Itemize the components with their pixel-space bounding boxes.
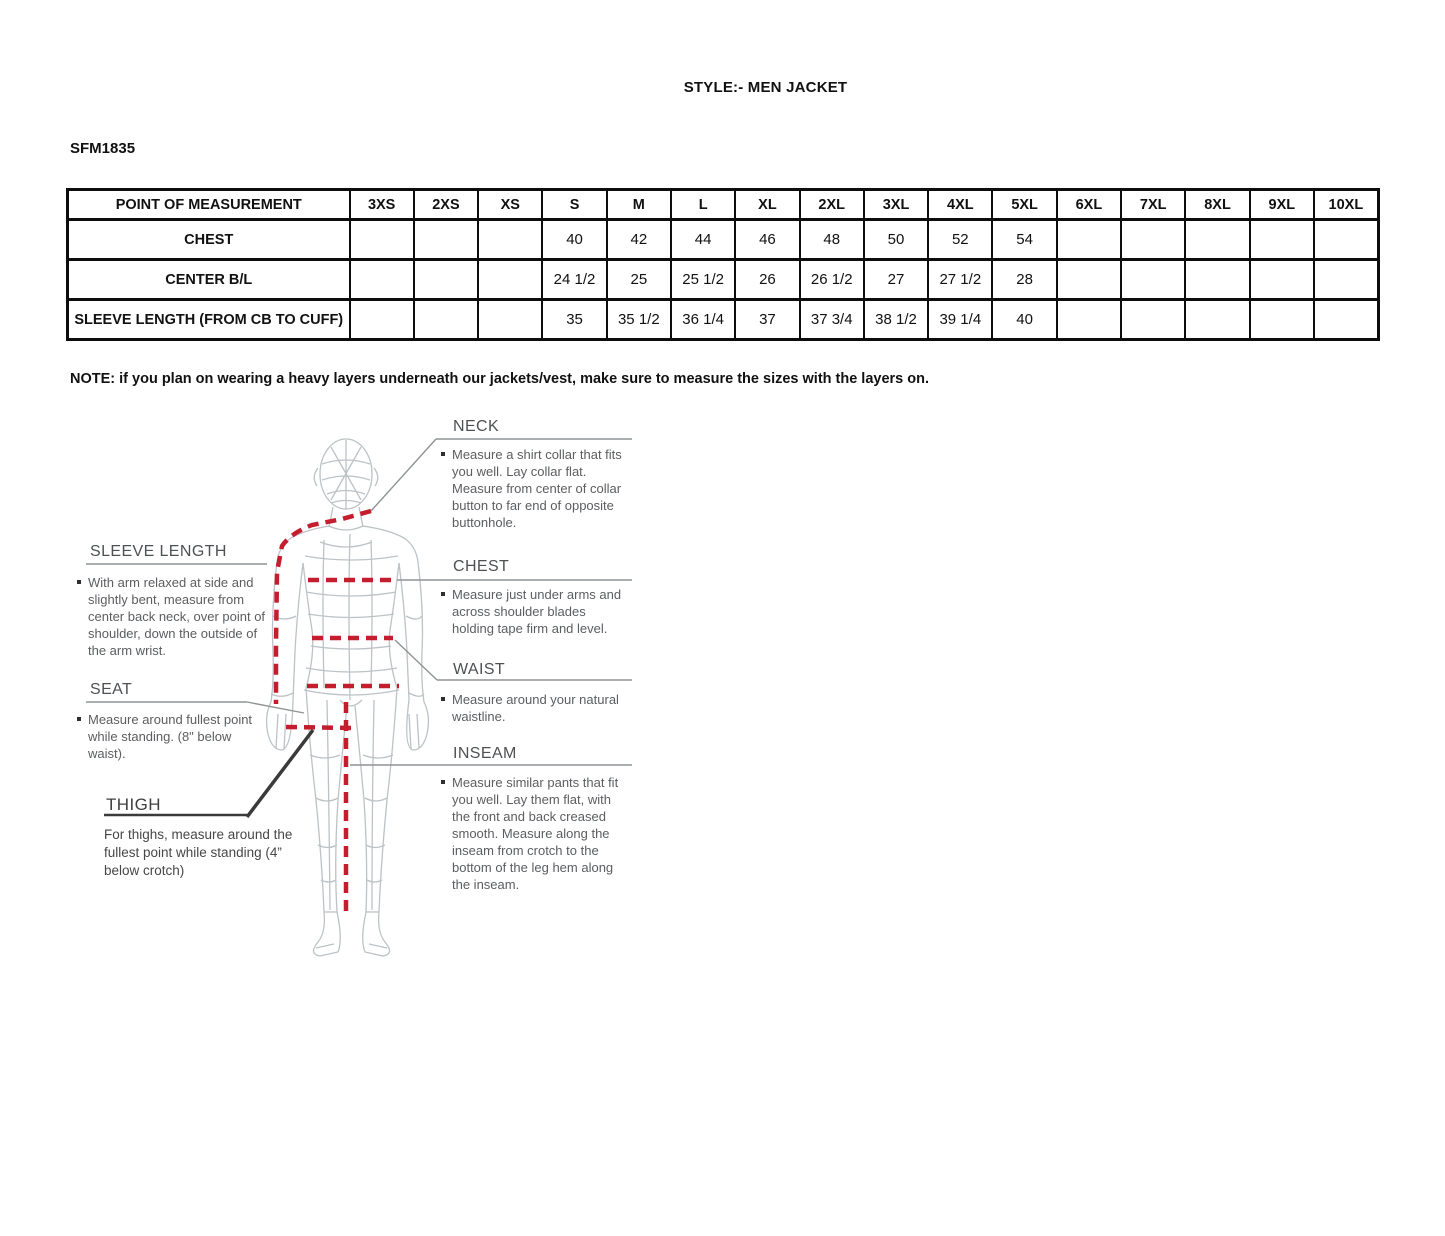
sleeve-length-label: SLEEVE LENGTH bbox=[90, 543, 227, 560]
value-cell bbox=[1250, 300, 1314, 340]
value-cell: 35 1/2 bbox=[607, 300, 671, 340]
measurement-lines bbox=[276, 511, 399, 914]
waist-description-text: Measure around your natural waistline. bbox=[452, 692, 619, 724]
page-title: STYLE:- MEN JACKET bbox=[683, 79, 848, 96]
sleeve-length-description-text: With arm relaxed at side and slightly bent, measure from center back neck, over point of shoulder, down the outside of the arm wrist. bbox=[88, 575, 266, 658]
bullet-icon bbox=[441, 592, 445, 596]
waist-label: WAIST bbox=[453, 661, 506, 678]
sleeve-length-description bbox=[77, 574, 267, 659]
thigh-description bbox=[104, 826, 294, 880]
column-header-6xl: 6XL bbox=[1057, 190, 1121, 220]
chest-label: CHEST bbox=[453, 558, 510, 575]
value-cell bbox=[350, 260, 414, 300]
value-cell: 42 bbox=[607, 220, 671, 260]
value-cell: 54 bbox=[992, 220, 1056, 260]
column-header-10xl: 10XL bbox=[1314, 190, 1378, 220]
column-header-3xs: 3XS bbox=[350, 190, 414, 220]
value-cell bbox=[478, 260, 542, 300]
column-header-4xl: 4XL bbox=[928, 190, 992, 220]
seat-description-text: Measure around fullest point while standing. (8" below waist). bbox=[88, 712, 253, 761]
column-header-9xl: 9XL bbox=[1250, 190, 1314, 220]
value-cell bbox=[1121, 260, 1185, 300]
column-header-5xl: 5XL bbox=[992, 190, 1056, 220]
value-cell bbox=[1185, 260, 1249, 300]
value-cell: 48 bbox=[800, 220, 864, 260]
waist-description bbox=[441, 691, 621, 725]
column-header-l: L bbox=[671, 190, 735, 220]
bullet-icon bbox=[77, 580, 81, 584]
column-header-xs: XS bbox=[478, 190, 542, 220]
value-cell: 40 bbox=[542, 220, 606, 260]
value-cell: 36 1/4 bbox=[671, 300, 735, 340]
value-cell: 25 1/2 bbox=[671, 260, 735, 300]
value-cell: 35 bbox=[542, 300, 606, 340]
value-cell: 26 1/2 bbox=[800, 260, 864, 300]
seat-label: SEAT bbox=[90, 681, 133, 698]
neck-description-text: Measure a shirt collar that fits you well. Lay collar flat. Measure from center of collar button to far end of opposite buttonhole. bbox=[452, 447, 622, 530]
bullet-icon bbox=[441, 780, 445, 784]
inseam-description-text: Measure similar pants that fit you well. Lay them flat, with the front and back creased smooth. Measure along the inseam from crotch to the bottom of the leg hem along the inseam. bbox=[452, 775, 619, 892]
style-code: SFM1835 bbox=[70, 140, 136, 157]
seat-description bbox=[77, 711, 257, 762]
value-cell bbox=[1185, 220, 1249, 260]
thigh-label: THIGH bbox=[106, 795, 161, 814]
size-chart-table bbox=[66, 188, 1380, 341]
value-cell: 37 3/4 bbox=[800, 300, 864, 340]
value-cell: 25 bbox=[607, 260, 671, 300]
value-cell: 26 bbox=[735, 260, 799, 300]
value-cell bbox=[1314, 260, 1378, 300]
value-cell bbox=[1185, 300, 1249, 340]
value-cell bbox=[1250, 260, 1314, 300]
value-cell: 24 1/2 bbox=[542, 260, 606, 300]
column-header-point-of-measurement: POINT OF MEASUREMENT bbox=[68, 190, 350, 220]
value-cell bbox=[350, 300, 414, 340]
row-label-center-bl: CENTER B/L bbox=[68, 260, 350, 300]
column-header-2xs: 2XS bbox=[414, 190, 478, 220]
value-cell: 44 bbox=[671, 220, 735, 260]
value-cell bbox=[1057, 300, 1121, 340]
neck-label: NECK bbox=[453, 418, 500, 435]
value-cell bbox=[414, 300, 478, 340]
value-cell: 46 bbox=[735, 220, 799, 260]
value-cell bbox=[350, 220, 414, 260]
column-header-2xl: 2XL bbox=[800, 190, 864, 220]
value-cell bbox=[414, 220, 478, 260]
value-cell bbox=[1121, 300, 1185, 340]
value-cell: 27 1/2 bbox=[928, 260, 992, 300]
value-cell: 40 bbox=[992, 300, 1056, 340]
value-cell: 50 bbox=[864, 220, 928, 260]
column-header-xl: XL bbox=[735, 190, 799, 220]
bullet-icon bbox=[77, 717, 81, 721]
inseam-description bbox=[441, 774, 631, 893]
value-cell: 39 1/4 bbox=[928, 300, 992, 340]
table-row-center-bl bbox=[68, 260, 1379, 300]
value-cell: 27 bbox=[864, 260, 928, 300]
neck-description bbox=[441, 446, 627, 531]
inseam-label: INSEAM bbox=[453, 745, 517, 762]
value-cell bbox=[1057, 220, 1121, 260]
value-cell bbox=[1314, 220, 1378, 260]
value-cell bbox=[1121, 220, 1185, 260]
row-label-sleeve-length: SLEEVE LENGTH (FROM CB TO CUFF) bbox=[68, 300, 350, 340]
column-header-7xl: 7XL bbox=[1121, 190, 1185, 220]
table-row-chest bbox=[68, 220, 1379, 260]
value-cell: 52 bbox=[928, 220, 992, 260]
chest-description-text: Measure just under arms and across shoulder blades holding tape firm and level. bbox=[452, 587, 622, 636]
value-cell bbox=[1314, 300, 1378, 340]
column-header-s: S bbox=[542, 190, 606, 220]
column-header-8xl: 8XL bbox=[1185, 190, 1249, 220]
chest-description bbox=[441, 586, 631, 637]
note-text: NOTE: if you plan on wearing a heavy layers underneath our jackets/vest, make sure to measure the sizes with the layers on. bbox=[70, 371, 930, 387]
value-cell bbox=[478, 300, 542, 340]
value-cell: 28 bbox=[992, 260, 1056, 300]
bullet-icon bbox=[441, 697, 445, 701]
column-header-3xl: 3XL bbox=[864, 190, 928, 220]
row-label-chest: CHEST bbox=[68, 220, 350, 260]
thigh-measure-line bbox=[286, 727, 353, 728]
waist-connector-line bbox=[395, 640, 437, 680]
table-row-sleeve-length bbox=[68, 300, 1379, 340]
value-cell bbox=[1057, 260, 1121, 300]
value-cell bbox=[478, 220, 542, 260]
thigh-description-text: For thighs, measure around the fullest point while standing (4” below crotch) bbox=[104, 827, 293, 878]
table-header-row bbox=[68, 190, 1379, 220]
column-header-m: M bbox=[607, 190, 671, 220]
bullet-icon bbox=[441, 452, 445, 456]
value-cell: 38 1/2 bbox=[864, 300, 928, 340]
value-cell: 37 bbox=[735, 300, 799, 340]
neck-connector-line bbox=[371, 439, 436, 511]
value-cell bbox=[414, 260, 478, 300]
value-cell bbox=[1250, 220, 1314, 260]
